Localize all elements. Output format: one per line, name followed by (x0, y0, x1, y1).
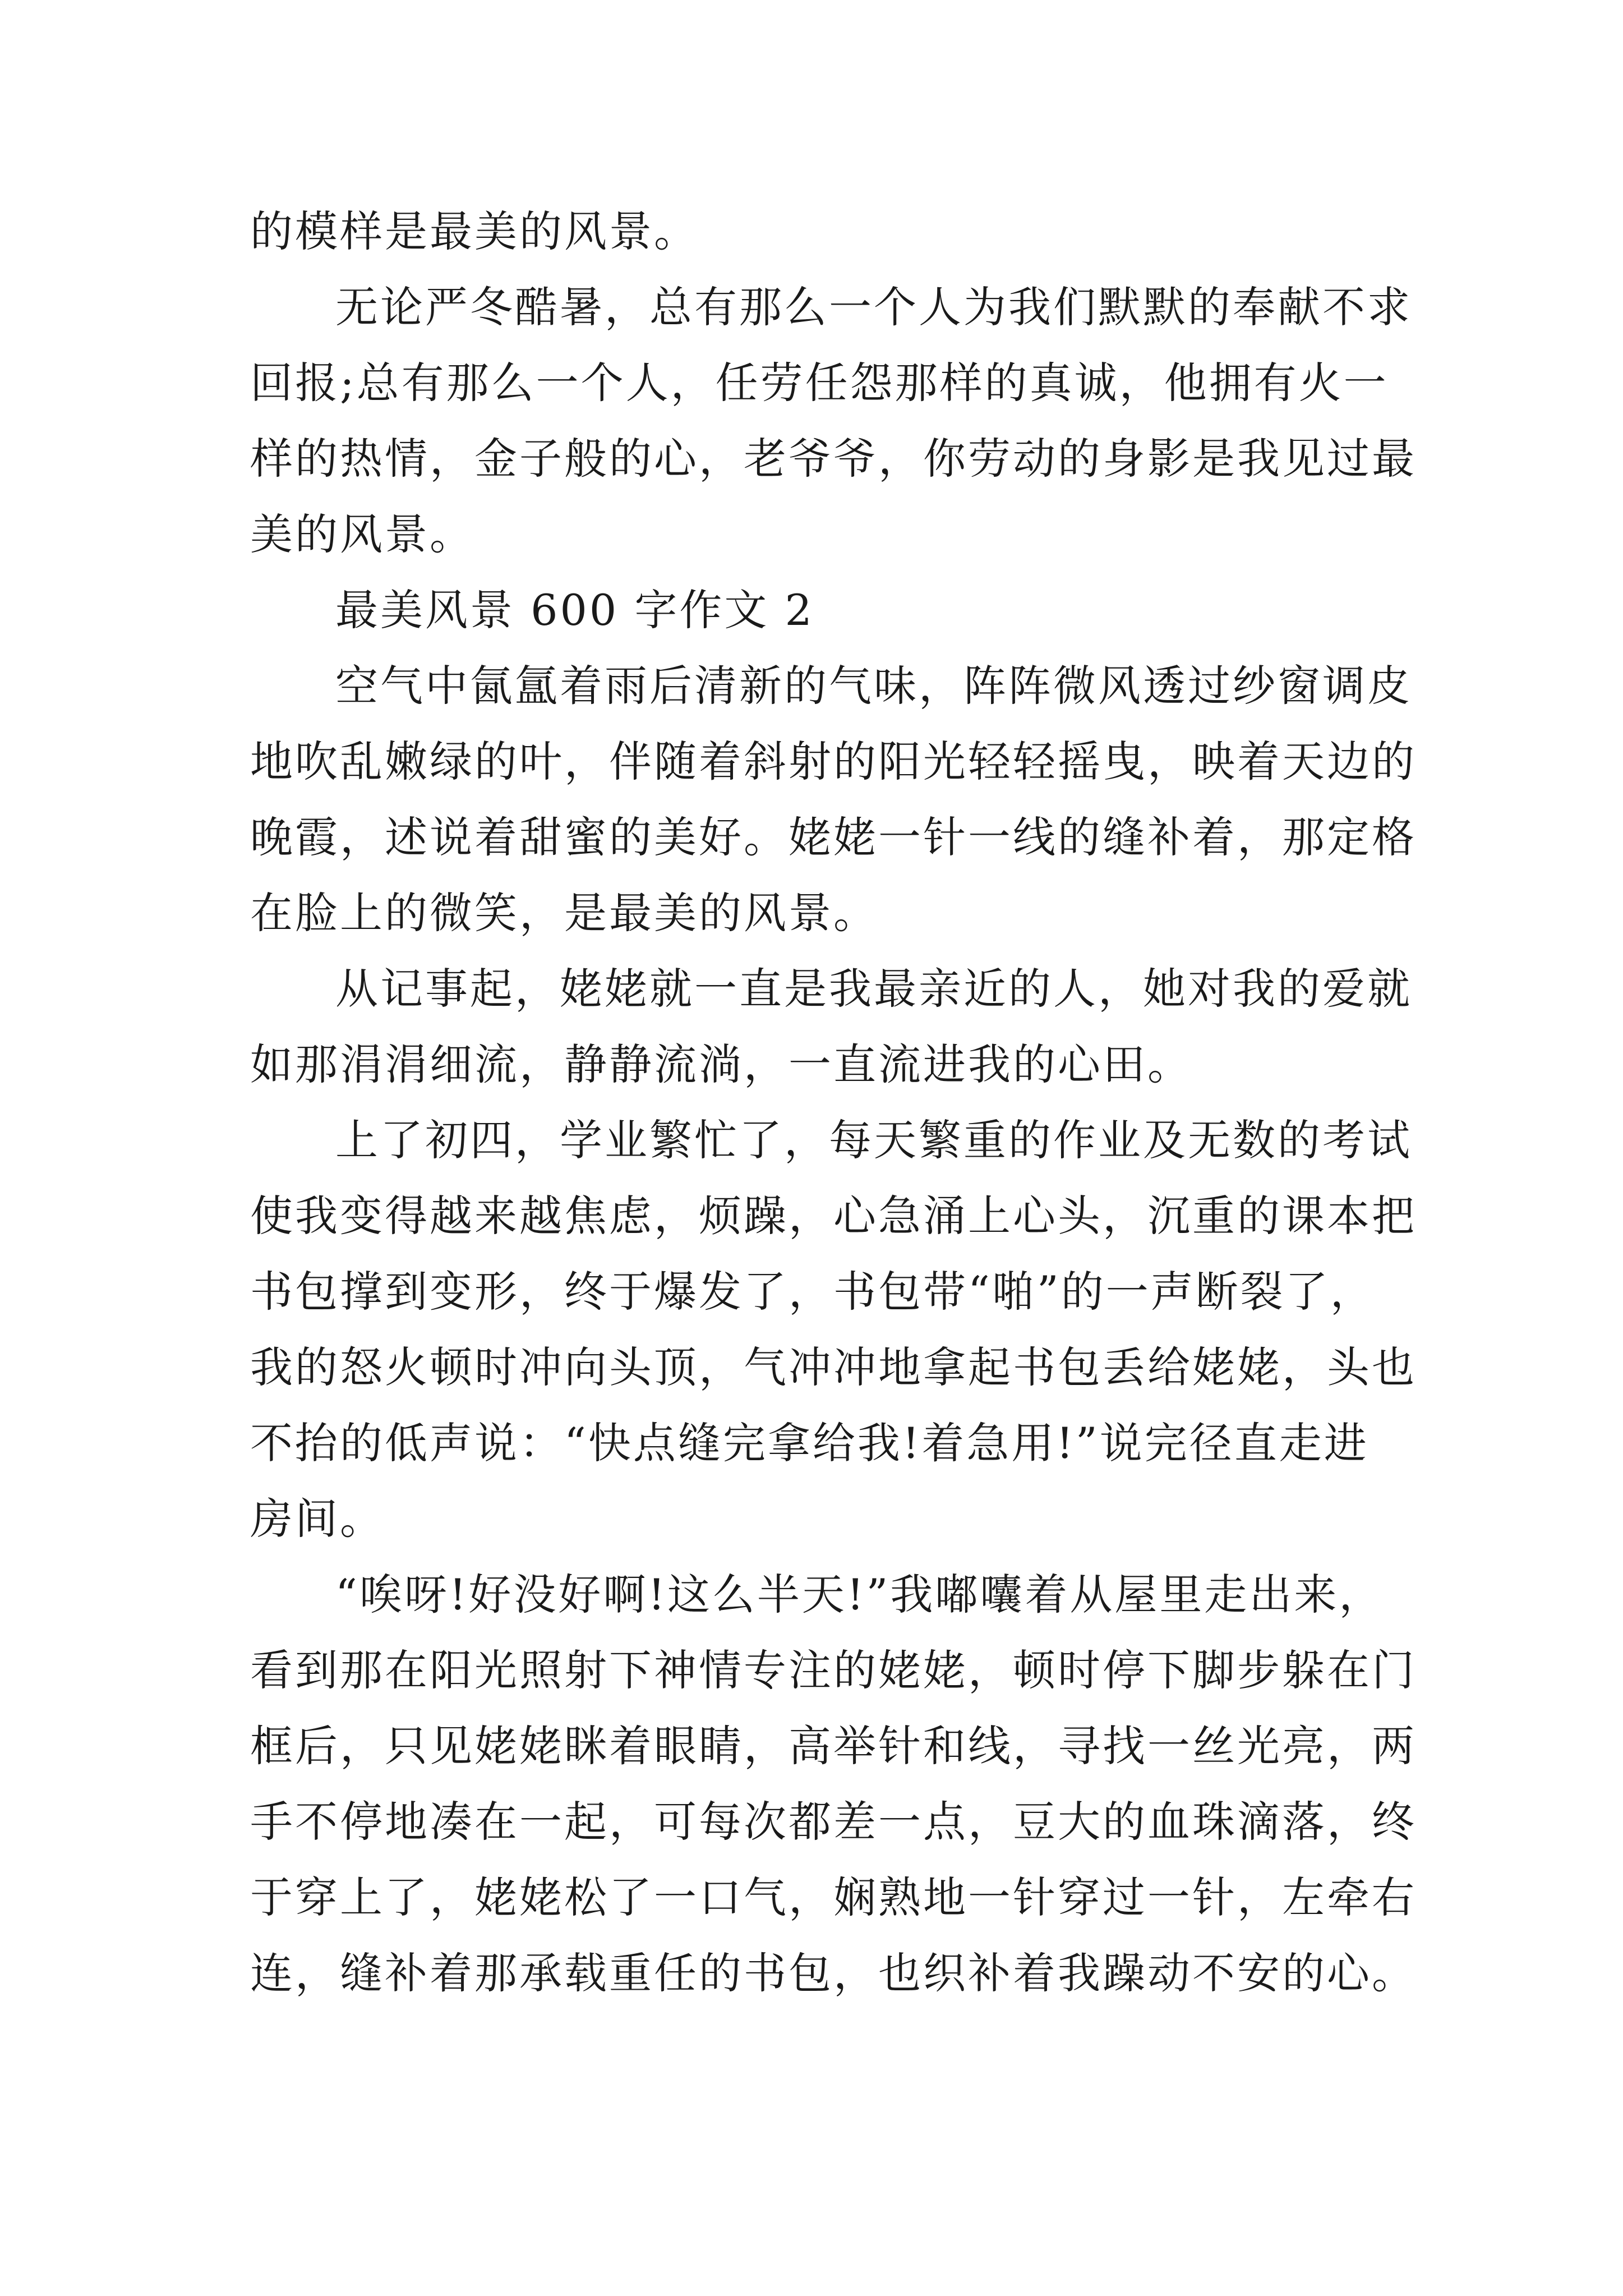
text-line: 使我变得越来越焦虑，烦躁，心急涌上心头，沉重的课本把 (250, 1191, 1417, 1241)
text-line: 框后，只见姥姥眯着眼睛，高举针和线，寻找一丝光亮，两 (250, 1721, 1417, 1771)
paragraph-start-line: “唉呀!好没好啊!这么半天!”我嘟囔着从屋里走出来， (335, 1570, 1384, 1619)
text-line: 看到那在阳光照射下神情专注的姥姥，顿时停下脚步躲在门 (250, 1645, 1417, 1695)
text-line: 晚霞，述说着甜蜜的美好。姥姥一针一线的缝补着，那定格 (250, 812, 1417, 862)
text-line: 我的怒火顿时冲向头顶，气冲冲地拿起书包丢给姥姥，头也 (250, 1342, 1417, 1392)
paragraph-start-line: 空气中氤氲着雨后清新的气味，阵阵微风透过纱窗调皮 (335, 661, 1412, 711)
paragraph-start-line: 无论严冬酷暑，总有那么一个人为我们默默的奉献不求 (335, 282, 1412, 332)
paragraph-start-line: 从记事起，姥姥就一直是我最亲近的人，她对我的爱就 (335, 964, 1412, 1014)
text-line: 美的风景。 (250, 509, 474, 559)
text-line: 手不停地凑在一起，可每次都差一点，豆大的血珠滴落，终 (250, 1797, 1417, 1847)
body-text (250, 194, 1417, 2011)
text-line: 样的热情，金子般的心，老爷爷，你劳动的身影是我见过最 (250, 434, 1417, 484)
text-line: 书包撑到变形，终于爆发了，书包带“啪”的一声断裂了， (250, 1267, 1375, 1317)
text-line: 的模样是最美的风景。 (250, 206, 699, 256)
paragraph-start-line: 上了初四，学业繁忙了，每天繁重的作业及无数的考试 (335, 1115, 1412, 1165)
text-line: 连，缝补着那承载重任的书包，也织补着我躁动不安的心。 (250, 1948, 1417, 1998)
text-line: 不抬的低声说：“快点缝完拿给我!着急用!”说完径直走进 (250, 1418, 1369, 1468)
text-line: 回报;总有那么一个人，任劳任怨那样的真诚，他拥有火一 (250, 358, 1389, 408)
text-line: 如那涓涓细流，静静流淌，一直流进我的心田。 (250, 1039, 1192, 1089)
section-heading: 最美风景 600 字作文 2 (335, 585, 814, 635)
text-line: 在脸上的微笑，是最美的风景。 (250, 888, 878, 938)
text-line: 房间。 (250, 1494, 385, 1544)
text-line: 于穿上了，姥姥松了一口气，娴熟地一针穿过一针，左牵右 (250, 1872, 1417, 1922)
text-line: 地吹乱嫩绿的叶，伴随着斜射的阳光轻轻摇曳，映着天边的 (250, 737, 1417, 786)
